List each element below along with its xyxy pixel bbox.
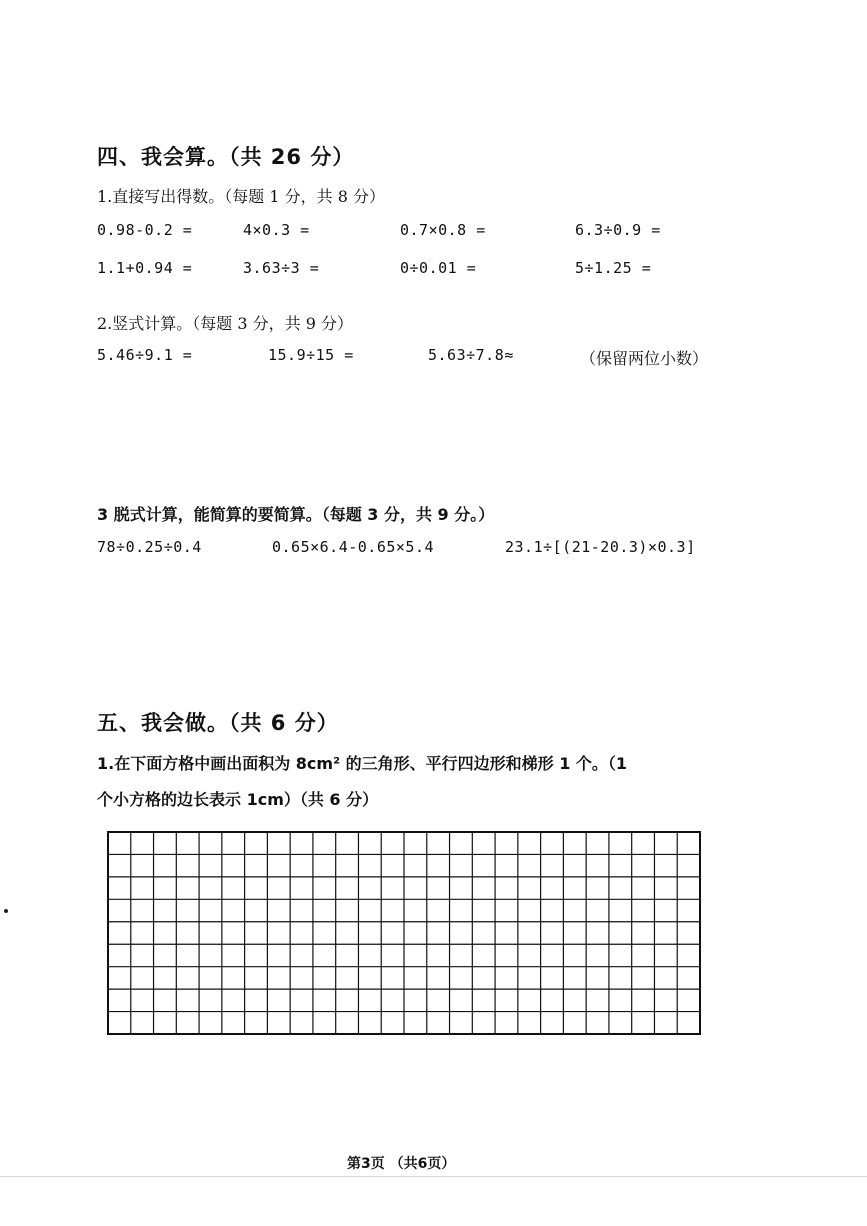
mental-math-item: 0.98-0.2 = <box>97 221 193 239</box>
step-calc-item: 78÷0.25÷0.4 <box>97 538 202 556</box>
question-5-1-line-2: 个小方格的边长表示 1cm）（共 6 分） <box>97 790 379 809</box>
mental-math-item: 5÷1.25 = <box>575 259 652 277</box>
page-number: 第3页 （共6页） <box>347 1156 456 1172</box>
mental-math-item: 0.7×0.8 = <box>400 221 486 239</box>
mental-math-item: 1.1+0.94 = <box>97 259 193 277</box>
section-4-title: 四、我会算。（共 26 分） <box>97 145 355 169</box>
question-5-1-line-1: 1.在下面方格中画出面积为 8cm² 的三角形、平行四边形和梯形 1 个。（1 <box>97 754 628 773</box>
mental-math-item: 0÷0.01 = <box>400 259 477 277</box>
question-2-label: 2.竖式计算。（每题 3 分，共 9 分） <box>97 314 353 333</box>
mental-math-item: 3.63÷3 = <box>243 259 320 277</box>
step-calc-item: 23.1÷[(21-20.3)×0.3] <box>505 538 696 556</box>
vertical-calc-item: 5.63÷7.8≈ <box>428 346 514 364</box>
rounding-note: （保留两位小数） <box>580 349 709 368</box>
step-calc-item: 0.65×6.4-0.65×5.4 <box>272 538 435 556</box>
footer-rule <box>0 1176 867 1177</box>
mental-math-item: 4×0.3 = <box>243 221 310 239</box>
question-3-label: 3 脱式计算，能简算的要简算。（每题 3 分，共 9 分。） <box>97 505 495 524</box>
question-1-label: 1.直接写出得数。（每题 1 分，共 8 分） <box>97 187 385 206</box>
grid-border <box>108 832 700 1034</box>
vertical-calc-item: 5.46÷9.1 = <box>97 346 193 364</box>
section-5-title: 五、我会做。（共 6 分） <box>97 711 339 735</box>
vertical-calc-item: 15.9÷15 = <box>268 346 354 364</box>
mental-math-item: 6.3÷0.9 = <box>575 221 661 239</box>
margin-dot <box>4 909 8 913</box>
